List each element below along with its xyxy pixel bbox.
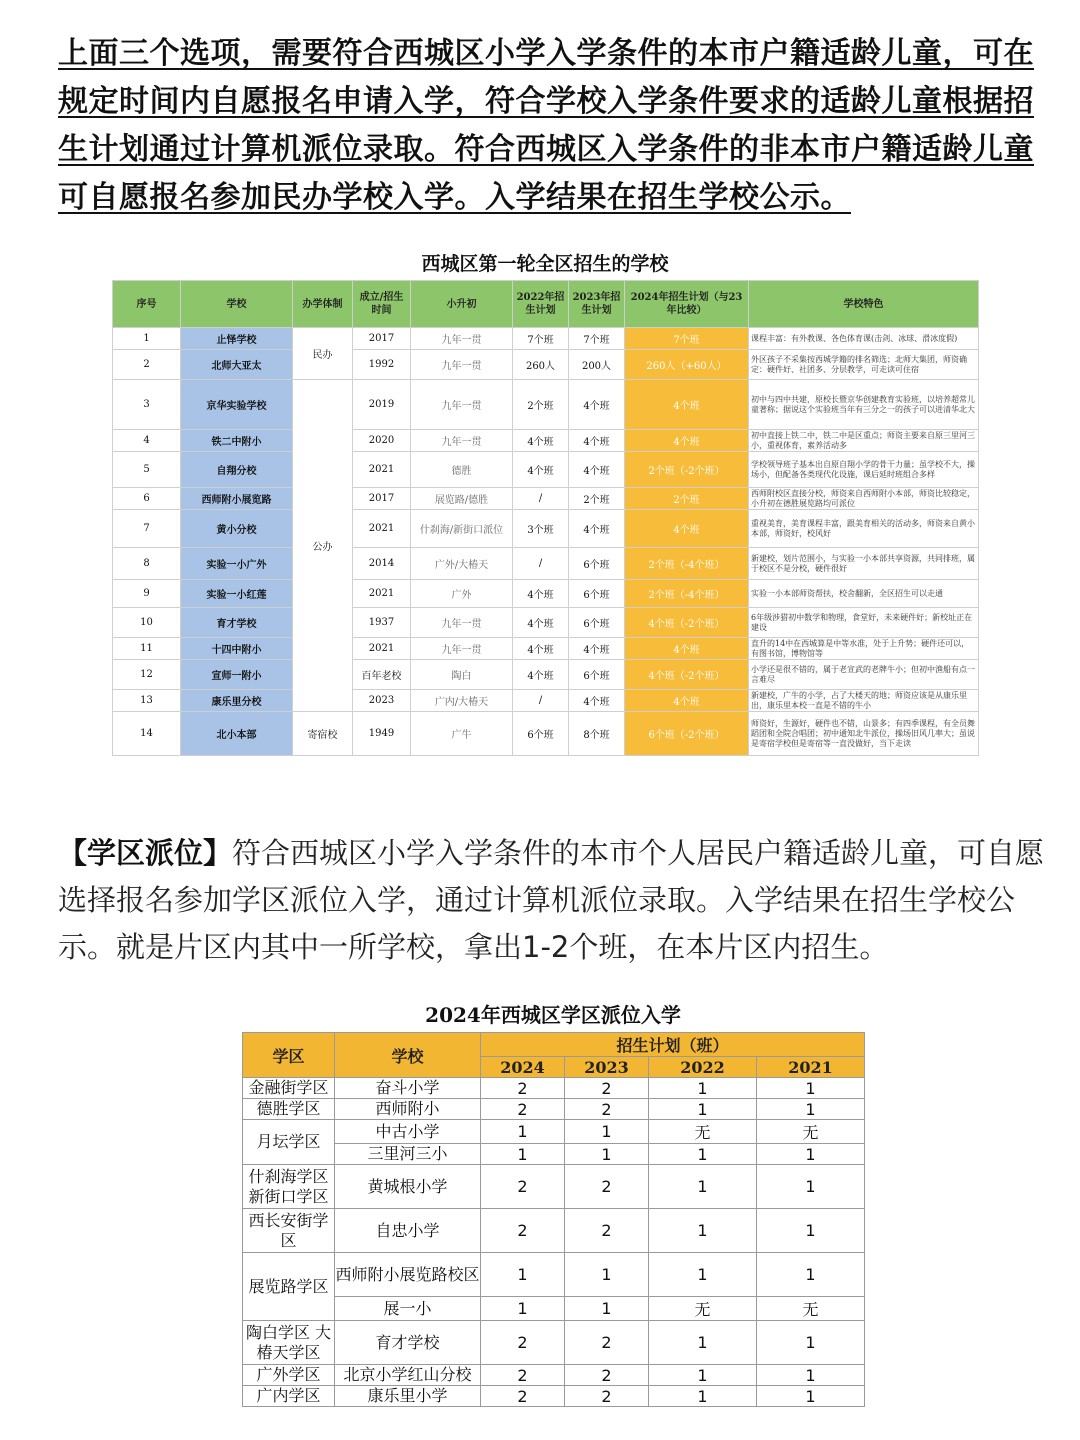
row-number: 1 — [113, 328, 181, 350]
table1-row — [113, 638, 979, 660]
plan-2024: 4个班（-2个班） — [625, 608, 749, 638]
plan-2022: 4个班 — [513, 608, 569, 638]
plan-2022: 6个班 — [513, 712, 569, 756]
school-name: 北京小学红山分校 — [335, 1365, 481, 1386]
plan-value: 1 — [481, 1120, 565, 1144]
district-name: 西长安街学区 — [243, 1209, 335, 1253]
plan-2024: 4个班 — [625, 638, 749, 660]
plan-2024: 7个班 — [625, 328, 749, 350]
plan-2024: 4个班 — [625, 690, 749, 712]
table1-figure — [112, 248, 978, 756]
school-feature: 师资好，生源好，硬件也不错，山景多；有四季课程，有全员舞蹈团和全院合唱团；初中通知北牛派位，操场旧风几率大；虽说是寄宿学校但是寄宿等一直没做好，当下走读 — [749, 712, 979, 756]
plan-2023: 6个班 — [569, 548, 625, 580]
middle-path: 展览路/德胜 — [411, 488, 513, 510]
founded-year: 2019 — [353, 380, 411, 430]
table1-row — [113, 452, 979, 488]
middle-path: 九年一贯 — [411, 638, 513, 660]
school-name: 止怿学校 — [181, 328, 293, 350]
district-name: 德胜学区 — [243, 1099, 335, 1120]
founded-year: 1937 — [353, 608, 411, 638]
plan-2022: 4个班 — [513, 580, 569, 608]
row-number: 14 — [113, 712, 181, 756]
plan-2023: 4个班 — [569, 638, 625, 660]
plan-value: 1 — [481, 1253, 565, 1297]
plan-value: 1 — [565, 1144, 649, 1165]
school-name: 十四中附小 — [181, 638, 293, 660]
founded-year: 2021 — [353, 452, 411, 488]
plan-2022: 4个班 — [513, 638, 569, 660]
school-name: 北小本部 — [181, 712, 293, 756]
plan-value: 1 — [757, 1365, 865, 1386]
plan-2024: 260人（+60人） — [625, 350, 749, 380]
school-name: 黄小分校 — [181, 510, 293, 548]
table1-row — [113, 660, 979, 690]
plan-2022: / — [513, 548, 569, 580]
plan-2023: 6个班 — [569, 660, 625, 690]
school-name: 康乐里小学 — [335, 1386, 481, 1407]
middle-path: 九年一贯 — [411, 430, 513, 452]
table1-row — [113, 608, 979, 638]
table2-header-district: 学区 — [243, 1033, 335, 1078]
plan-2024: 2个班 — [625, 488, 749, 510]
table1-row — [113, 580, 979, 608]
para-heading: 【学区派位】 — [58, 836, 233, 870]
table1-header: 2022年招生计划 — [513, 281, 569, 328]
table1-row — [113, 488, 979, 510]
table1-row — [113, 328, 979, 350]
school-name: 北师大亚太 — [181, 350, 293, 380]
plan-2022: 4个班 — [513, 430, 569, 452]
district-name: 广外学区 — [243, 1365, 335, 1386]
intro-paragraph — [58, 30, 1058, 222]
school-feature: 西师附校区直接分校，师资来自西师附小本部，师资比较稳定，小升初在德胜展览路均可派位 — [749, 488, 979, 510]
school-name: 实验一小广外 — [181, 548, 293, 580]
table1-row — [113, 690, 979, 712]
school-name: 康乐里分校 — [181, 690, 293, 712]
district-name: 陶白学区 大椿天学区 — [243, 1321, 335, 1365]
table1-header: 学校 — [181, 281, 293, 328]
table1-row — [113, 548, 979, 580]
plan-value: 2 — [481, 1078, 565, 1099]
table1-header: 序号 — [113, 281, 181, 328]
table1 — [112, 280, 979, 756]
table2-row — [243, 1209, 865, 1253]
table2-row — [243, 1386, 865, 1407]
plan-value: 2 — [565, 1386, 649, 1407]
plan-value: 2 — [565, 1321, 649, 1365]
plan-2023: 4个班 — [569, 510, 625, 548]
plan-2024: 2个班（-4个班） — [625, 580, 749, 608]
table2-header-year: 2021 — [757, 1057, 865, 1078]
table2-row — [243, 1120, 865, 1144]
plan-2023: 2个班 — [569, 488, 625, 510]
table2-header-year: 2024 — [481, 1057, 565, 1078]
middle-path: 九年一贯 — [411, 608, 513, 638]
row-number: 12 — [113, 660, 181, 690]
plan-2022: 7个班 — [513, 328, 569, 350]
plan-value: 1 — [565, 1253, 649, 1297]
table2-row — [243, 1321, 865, 1365]
founded-year: 2023 — [353, 690, 411, 712]
middle-path: 九年一贯 — [411, 350, 513, 380]
intro-text: 上面三个选项，需要符合西城区小学入学条件的本市户籍适龄儿童，可在规定时间内自愿报名申请入学，符合学校入学条件要求的适龄儿童根据招生计划通过计算机派位录取。符合西城区入学条件的非本市户籍适龄儿童可自愿报名参加民办学校入学。入学结果在招生学校公示。 — [58, 36, 1034, 215]
school-name: 展一小 — [335, 1297, 481, 1321]
district-name: 什刹海学区 新街口学区 — [243, 1165, 335, 1209]
school-feature: 新建校，广牛的小学，占了大楼天的地；师资应该是从康乐里出，康乐里本校一直是不错的牛小 — [749, 690, 979, 712]
plan-2024: 4个班 — [625, 430, 749, 452]
plan-2022: 4个班 — [513, 660, 569, 690]
school-name: 黄城根小学 — [335, 1165, 481, 1209]
plan-value: 无 — [649, 1297, 757, 1321]
table1-header: 小升初 — [411, 281, 513, 328]
founded-year: 2017 — [353, 328, 411, 350]
founded-year: 2020 — [353, 430, 411, 452]
plan-2023: 8个班 — [569, 712, 625, 756]
table1-header: 成立/招生时间 — [353, 281, 411, 328]
plan-value: 1 — [481, 1297, 565, 1321]
row-number: 4 — [113, 430, 181, 452]
middle-path: 广内/大椿天 — [411, 690, 513, 712]
middle-path: 九年一贯 — [411, 380, 513, 430]
table1-title: 西城区第一轮全区招生的学校 — [421, 253, 669, 275]
founded-year: 1949 — [353, 712, 411, 756]
table1-row — [113, 712, 979, 756]
plan-value: 1 — [757, 1253, 865, 1297]
plan-2024: 4个班 — [625, 380, 749, 430]
table2-row — [243, 1253, 865, 1297]
middle-path: 广牛 — [411, 712, 513, 756]
middle-path: 陶白 — [411, 660, 513, 690]
plan-2024: 4个班（-2个班） — [625, 660, 749, 690]
plan-2023: 4个班 — [569, 380, 625, 430]
row-number: 2 — [113, 350, 181, 380]
school-name: 自忠小学 — [335, 1209, 481, 1253]
row-number: 3 — [113, 380, 181, 430]
table2-row — [243, 1297, 865, 1321]
plan-value: 2 — [565, 1165, 649, 1209]
plan-2023: 4个班 — [569, 690, 625, 712]
row-number: 8 — [113, 548, 181, 580]
plan-value: 2 — [481, 1099, 565, 1120]
school-name: 西师附小展览路 — [181, 488, 293, 510]
school-name: 三里河三小 — [335, 1144, 481, 1165]
school-feature: 外区孩子不采集按西城学籍的排名筛选；北师大集团，师资确定：硬件好、社团多、分层教学，可走读可住宿 — [749, 350, 979, 380]
plan-2023: 4个班 — [569, 452, 625, 488]
plan-value: 1 — [649, 1165, 757, 1209]
school-feature: 课程丰富：有外教课、各色体育课(击剑、冰球、滑冰度假) — [749, 328, 979, 350]
plan-value: 无 — [649, 1120, 757, 1144]
plan-value: 1 — [565, 1297, 649, 1321]
plan-value: 1 — [649, 1099, 757, 1120]
plan-value: 1 — [757, 1099, 865, 1120]
plan-value: 1 — [649, 1144, 757, 1165]
school-name: 自翔分校 — [181, 452, 293, 488]
row-number: 7 — [113, 510, 181, 548]
table2-figure — [242, 998, 864, 1407]
row-number: 9 — [113, 580, 181, 608]
plan-value: 2 — [481, 1365, 565, 1386]
middle-path: 什刹海/新街口派位 — [411, 510, 513, 548]
system-group: 寄宿校 — [293, 712, 353, 756]
plan-2024: 2个班（-4个班） — [625, 548, 749, 580]
school-feature: 实验一小本部师资帮扶，校舍翻新，全区招生可以走通 — [749, 580, 979, 608]
plan-value: 1 — [757, 1321, 865, 1365]
school-feature: 重视美育，美育课程丰富，跟美育相关的活动多，师资来自黄小本部，师资好，校风好 — [749, 510, 979, 548]
school-name: 宣师一附小 — [181, 660, 293, 690]
table1-row — [113, 350, 979, 380]
table1-header: 2024年招生计划（与23年比较） — [625, 281, 749, 328]
table1-header: 学校特色 — [749, 281, 979, 328]
school-name: 西师附小 — [335, 1099, 481, 1120]
founded-year: 2021 — [353, 510, 411, 548]
plan-value: 1 — [757, 1386, 865, 1407]
district-paragraph — [58, 830, 1058, 971]
school-feature: 初中与四中共建，原校长暨京华创建教育实验班，以培养超常儿童著称；据说这个实验班当年有三分之一的孩子可以进清华北大 — [749, 380, 979, 430]
founded-year: 2017 — [353, 488, 411, 510]
plan-value: 1 — [757, 1078, 865, 1099]
plan-2023: 6个班 — [569, 608, 625, 638]
row-number: 6 — [113, 488, 181, 510]
plan-2023: 7个班 — [569, 328, 625, 350]
plan-2023: 4个班 — [569, 430, 625, 452]
system-group: 公办 — [293, 380, 353, 712]
plan-value: 1 — [649, 1386, 757, 1407]
plan-value: 2 — [481, 1321, 565, 1365]
plan-2023: 6个班 — [569, 580, 625, 608]
plan-value: 2 — [565, 1078, 649, 1099]
table2-row — [243, 1365, 865, 1386]
school-name: 京华实验学校 — [181, 380, 293, 430]
plan-value: 2 — [481, 1386, 565, 1407]
school-name: 西师附小展览路校区 — [335, 1253, 481, 1297]
table2-header-plan: 招生计划（班） — [481, 1033, 865, 1057]
table2-row — [243, 1099, 865, 1120]
plan-value: 1 — [649, 1365, 757, 1386]
school-feature: 直升的14中在西城算是中等水准，处于上升势；硬件还可以，有图书馆，博物馆等 — [749, 638, 979, 660]
founded-year: 2021 — [353, 638, 411, 660]
plan-value: 1 — [649, 1253, 757, 1297]
plan-value: 2 — [481, 1165, 565, 1209]
plan-2022: 260人 — [513, 350, 569, 380]
plan-2024: 2个班（-2个班） — [625, 452, 749, 488]
middle-path: 九年一贯 — [411, 328, 513, 350]
district-name: 展览路学区 — [243, 1253, 335, 1321]
table1-row — [113, 430, 979, 452]
school-name: 育才学校 — [335, 1321, 481, 1365]
plan-value: 1 — [757, 1144, 865, 1165]
school-feature: 初中直接上铁二中，铁二中是区重点；师资主要来自原三里河三小，重视体育，素养活动多 — [749, 430, 979, 452]
plan-2022: 2个班 — [513, 380, 569, 430]
table1-header: 办学体制 — [293, 281, 353, 328]
table2-header-year: 2023 — [565, 1057, 649, 1078]
school-name: 育才学校 — [181, 608, 293, 638]
plan-value: 1 — [757, 1209, 865, 1253]
school-feature: 6年级涉猎初中数学和物理，食堂好，未来硬件好；新校址正在建设 — [749, 608, 979, 638]
plan-2022: / — [513, 690, 569, 712]
table1-row — [113, 380, 979, 430]
table1-header-row — [113, 281, 979, 328]
school-feature: 新建校，划片范围小，与实验一小本部共享资源，共同排班，属于校区不是分校，硬件很好 — [749, 548, 979, 580]
table2-row — [243, 1078, 865, 1099]
plan-value: 2 — [565, 1099, 649, 1120]
table2-title: 2024年西城区学区派位入学 — [425, 1003, 681, 1027]
plan-value: 2 — [565, 1209, 649, 1253]
school-name: 实验一小红莲 — [181, 580, 293, 608]
plan-2022: 4个班 — [513, 452, 569, 488]
plan-2024: 4个班 — [625, 510, 749, 548]
founded-year: 2014 — [353, 548, 411, 580]
system-group: 民办 — [293, 328, 353, 380]
table2 — [242, 1032, 865, 1407]
table1-header: 2023年招生计划 — [569, 281, 625, 328]
plan-2023: 200人 — [569, 350, 625, 380]
plan-value: 2 — [565, 1365, 649, 1386]
plan-value: 2 — [481, 1209, 565, 1253]
plan-value: 无 — [757, 1120, 865, 1144]
table2-header-year: 2022 — [649, 1057, 757, 1078]
para-text: 符合西城区小学入学条件的本市个人居民户籍适龄儿童，可自愿选择报名参加学区派位入学，通过计算机派位录取。入学结果在招生学校公示。就是片区内其中一所学校，拿出1-2个班，在本片区内招生。 — [58, 836, 1045, 964]
plan-value: 1 — [649, 1209, 757, 1253]
plan-value: 1 — [649, 1321, 757, 1365]
plan-value: 无 — [757, 1297, 865, 1321]
middle-path: 广外 — [411, 580, 513, 608]
plan-2024: 6个班（-2个班） — [625, 712, 749, 756]
district-name: 月坛学区 — [243, 1120, 335, 1165]
middle-path: 德胜 — [411, 452, 513, 488]
table2-header-school: 学校 — [335, 1033, 481, 1078]
table1-row — [113, 510, 979, 548]
school-name: 铁二中附小 — [181, 430, 293, 452]
district-name: 金融街学区 — [243, 1078, 335, 1099]
plan-value: 1 — [757, 1165, 865, 1209]
plan-value: 1 — [649, 1078, 757, 1099]
school-feature: 学校领导班子基本出自原自翔小学的骨干力量；虽学校不大，操场小，但配备各类现代化设施，课后延时班组合多样 — [749, 452, 979, 488]
founded-year: 1992 — [353, 350, 411, 380]
founded-year: 2021 — [353, 580, 411, 608]
row-number: 11 — [113, 638, 181, 660]
middle-path: 广外/大椿天 — [411, 548, 513, 580]
row-number: 5 — [113, 452, 181, 488]
plan-value: 1 — [565, 1120, 649, 1144]
school-name: 中古小学 — [335, 1120, 481, 1144]
plan-2022: 3个班 — [513, 510, 569, 548]
plan-2022: / — [513, 488, 569, 510]
row-number: 13 — [113, 690, 181, 712]
school-name: 奋斗小学 — [335, 1078, 481, 1099]
table2-row — [243, 1144, 865, 1165]
school-feature: 小学还是很不错的，属于老宣武的老牌牛小；但初中渔船有点一言难尽 — [749, 660, 979, 690]
district-name: 广内学区 — [243, 1386, 335, 1407]
plan-value: 1 — [481, 1144, 565, 1165]
table2-row — [243, 1165, 865, 1209]
founded-year: 百年老校 — [353, 660, 411, 690]
row-number: 10 — [113, 608, 181, 638]
